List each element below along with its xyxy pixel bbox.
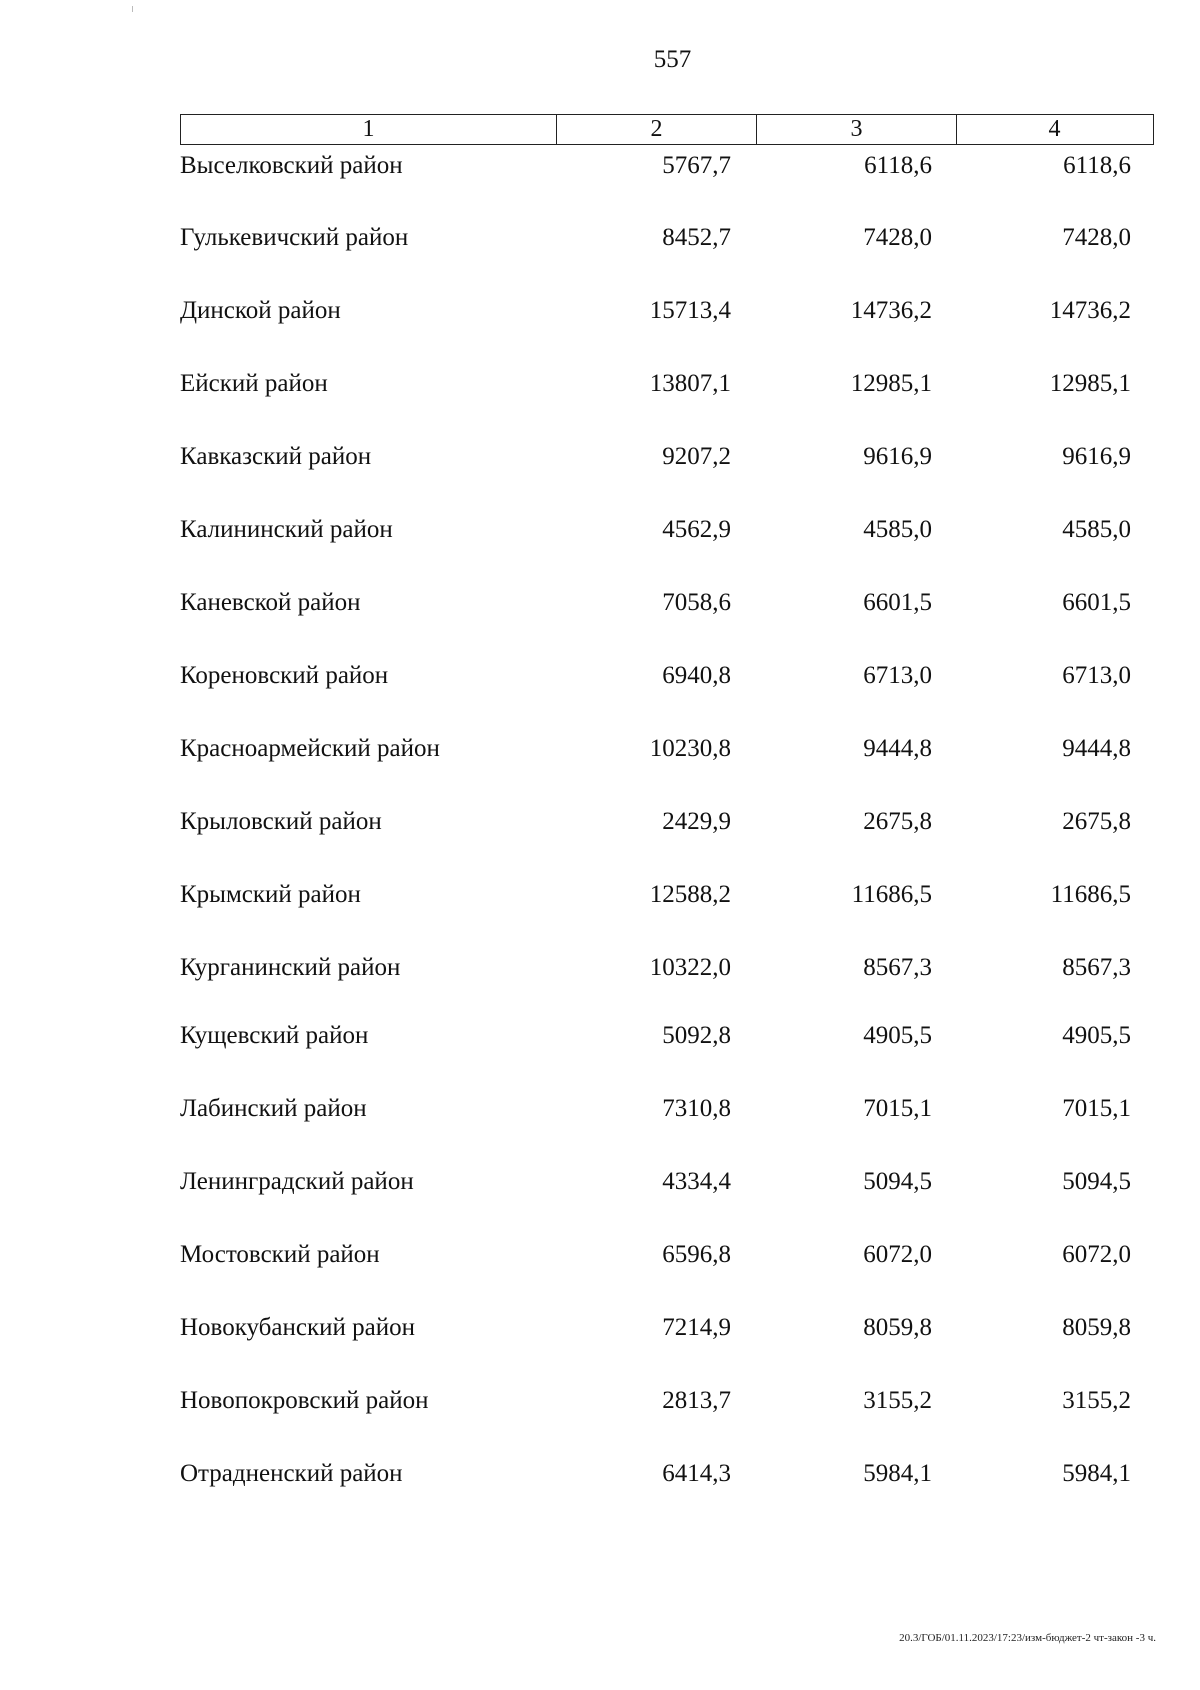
value-col-3: 7015,1 <box>863 1095 932 1122</box>
table-row <box>180 1237 1154 1273</box>
value-col-3: 12985,1 <box>850 370 932 397</box>
value-col-4: 7015,1 <box>1062 1095 1131 1122</box>
value-col-3: 8059,8 <box>863 1314 932 1341</box>
table-row <box>180 512 1154 548</box>
value-col-2: 6596,8 <box>662 1241 731 1268</box>
table-row <box>180 1456 1154 1492</box>
value-col-4: 9616,9 <box>1062 443 1131 470</box>
table-row <box>180 1310 1154 1346</box>
value-col-2: 7058,6 <box>662 589 731 616</box>
table-row <box>180 804 1154 840</box>
value-col-4: 11686,5 <box>1050 881 1131 908</box>
page-number: 557 <box>653 46 692 73</box>
value-col-2: 6940,8 <box>662 662 731 689</box>
value-col-2: 2429,9 <box>662 808 731 835</box>
value-col-4: 8567,3 <box>1062 954 1131 981</box>
value-col-4: 2675,8 <box>1062 808 1131 835</box>
value-col-4: 6713,0 <box>1062 662 1131 689</box>
value-col-3: 4585,0 <box>863 516 932 543</box>
table-header <box>180 114 1154 145</box>
value-col-2: 2813,7 <box>662 1387 731 1414</box>
value-col-3: 4905,5 <box>863 1022 932 1049</box>
district-name: Кореновский район <box>180 662 389 689</box>
value-col-2: 10230,8 <box>649 735 731 762</box>
table-row <box>180 950 1154 986</box>
table-row <box>180 148 1154 184</box>
value-col-2: 6414,3 <box>662 1460 731 1487</box>
value-col-3: 7428,0 <box>863 224 932 251</box>
header-col-2: 2 <box>557 115 757 144</box>
header-col-1: 1 <box>181 115 557 144</box>
district-name: Ейский район <box>180 370 328 397</box>
table-row <box>180 366 1154 402</box>
district-name: Красноармейский район <box>180 735 440 762</box>
district-name: Курганинский район <box>180 954 401 981</box>
table-row <box>180 293 1154 329</box>
value-col-3: 14736,2 <box>850 297 932 324</box>
value-col-2: 8452,7 <box>662 224 731 251</box>
value-col-3: 6118,6 <box>864 152 932 179</box>
value-col-3: 6601,5 <box>863 589 932 616</box>
value-col-4: 3155,2 <box>1062 1387 1131 1414</box>
district-name: Новокубанский район <box>180 1314 415 1341</box>
district-name: Мостовский район <box>180 1241 380 1268</box>
value-col-3: 11686,5 <box>851 881 932 908</box>
value-col-4: 7428,0 <box>1062 224 1131 251</box>
scan-speck <box>132 6 133 12</box>
value-col-2: 5767,7 <box>662 152 731 179</box>
table-row <box>180 1383 1154 1419</box>
value-col-3: 5094,5 <box>863 1168 932 1195</box>
value-col-4: 6072,0 <box>1062 1241 1131 1268</box>
value-col-3: 9616,9 <box>863 443 932 470</box>
value-col-2: 4562,9 <box>662 516 731 543</box>
value-col-4: 8059,8 <box>1062 1314 1131 1341</box>
value-col-2: 7214,9 <box>662 1314 731 1341</box>
value-col-3: 8567,3 <box>863 954 932 981</box>
district-name: Динской район <box>180 297 341 324</box>
value-col-2: 13807,1 <box>649 370 731 397</box>
value-col-2: 12588,2 <box>649 881 731 908</box>
value-col-3: 2675,8 <box>863 808 932 835</box>
value-col-2: 5092,8 <box>662 1022 731 1049</box>
district-name: Кавказский район <box>180 443 372 470</box>
header-col-3: 3 <box>757 115 957 144</box>
value-col-4: 9444,8 <box>1062 735 1131 762</box>
value-col-4: 6118,6 <box>1063 152 1131 179</box>
table-row <box>180 439 1154 475</box>
value-col-3: 3155,2 <box>863 1387 932 1414</box>
district-name: Ленинградский район <box>180 1168 414 1195</box>
table-row <box>180 1018 1154 1054</box>
district-name: Отрадненский район <box>180 1460 403 1487</box>
district-name: Крыловский район <box>180 808 382 835</box>
value-col-4: 6601,5 <box>1062 589 1131 616</box>
table-row <box>180 1091 1154 1127</box>
value-col-4: 14736,2 <box>1049 297 1131 324</box>
table-row <box>180 585 1154 621</box>
district-name: Каневской район <box>180 589 361 616</box>
district-name: Лабинский район <box>180 1095 367 1122</box>
value-col-4: 4585,0 <box>1062 516 1131 543</box>
value-col-2: 4334,4 <box>662 1168 731 1195</box>
district-name: Гулькевичский район <box>180 224 409 251</box>
value-col-2: 9207,2 <box>662 443 731 470</box>
value-col-4: 12985,1 <box>1049 370 1131 397</box>
table-row <box>180 658 1154 694</box>
district-name: Крымский район <box>180 881 361 908</box>
value-col-2: 10322,0 <box>649 954 731 981</box>
document-footer: 20.3/ГОБ/01.11.2023/17:23/изм-бюджет-2 чт-закон -3 ч. <box>899 1632 1156 1644</box>
district-name: Новопокровский район <box>180 1387 429 1414</box>
value-col-3: 6713,0 <box>863 662 932 689</box>
value-col-2: 15713,4 <box>649 297 731 324</box>
table-row <box>180 877 1154 913</box>
value-col-3: 5984,1 <box>863 1460 932 1487</box>
district-name: Кущевский район <box>180 1022 369 1049</box>
header-col-4: 4 <box>1048 116 1061 142</box>
value-col-3: 6072,0 <box>863 1241 932 1268</box>
value-col-4: 4905,5 <box>1062 1022 1131 1049</box>
district-name: Выселковский район <box>180 152 403 179</box>
value-col-4: 5984,1 <box>1062 1460 1131 1487</box>
value-col-3: 9444,8 <box>863 735 932 762</box>
table-row <box>180 731 1154 767</box>
table-row <box>180 1164 1154 1200</box>
table-row <box>180 220 1154 256</box>
value-col-4: 5094,5 <box>1062 1168 1131 1195</box>
value-col-2: 7310,8 <box>662 1095 731 1122</box>
district-name: Калининский район <box>180 516 393 543</box>
